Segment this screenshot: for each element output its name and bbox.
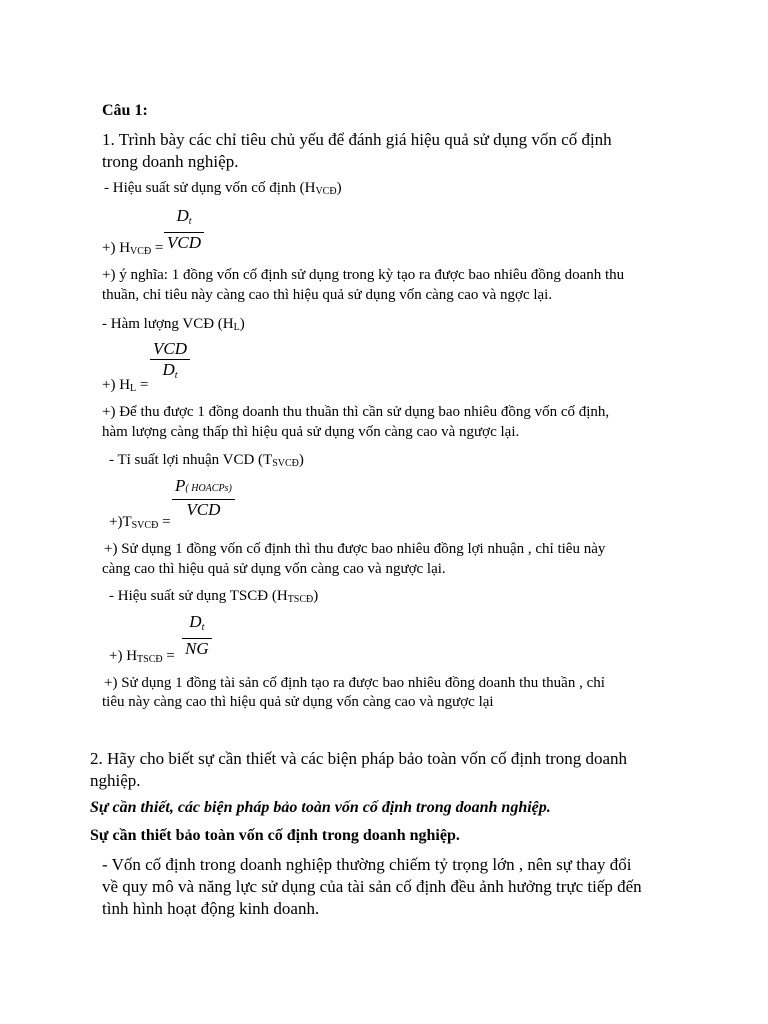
s1-fraction-numerator: Dt xyxy=(176,206,192,227)
q2-title-line-2: nghiệp. xyxy=(90,771,141,790)
q1-title-line-2: trong doanh nghiệp. xyxy=(102,152,239,171)
s3-fraction xyxy=(172,476,235,520)
s2-meaning-line-2: hàm lượng càng thấp thì hiệu quả sử dụng vốn càng cao và ngược lại. xyxy=(102,424,520,440)
s1-fraction-denominator: VCD xyxy=(167,233,201,252)
s4-fraction-numerator: Dt xyxy=(189,612,205,633)
s1-formula-label: +) $H_{VCĐ}$ = xyxy=(102,240,164,257)
s2-fraction-numerator: VCD xyxy=(153,339,187,358)
s3-fraction-numerator: P( HOACPs) xyxy=(175,476,232,495)
s4-meaning-line-1: +) Sử dụng 1 đồng tài sản cố định tạo ra được bao nhiêu đồng doanh thu thuần , chỉ xyxy=(104,675,605,691)
q2-paragraph-line-1: - Vốn cố định trong doanh nghiệp thường chiếm tỷ trọng lớn , nên sự thay đổi xyxy=(102,855,632,874)
s2-heading: - Hàm lượng VCĐ $(H_L)$ xyxy=(102,316,245,333)
s2-meaning-line-1: +) Để thu được 1 đồng doanh thu thuần thì cần sử dụng bao nhiêu đồng vốn cố định, xyxy=(102,404,610,420)
q2-subheading-bold: Sự cần thiết bảo toàn vốn cố định trong doanh nghiệp. xyxy=(90,827,460,844)
s3-meaning-line-2: càng cao thì hiệu quả sử dụng vốn càng cao và ngược lại. xyxy=(102,561,446,577)
q2-subheading-italic: Sự cần thiết, các biện pháp bảo toàn vốn cố định trong doanh nghiệp. xyxy=(90,799,551,816)
s3-fraction-denominator: VCD xyxy=(186,500,221,519)
s4-formula-label: +) $H_{TSCĐ}$ = xyxy=(109,648,175,665)
s1-fraction xyxy=(164,206,204,253)
s2-fraction xyxy=(150,339,190,386)
s4-fraction-denominator: NG xyxy=(185,639,209,658)
s2-fraction-denominator: Dt xyxy=(162,360,178,381)
s4-fraction xyxy=(182,612,212,659)
q2-paragraph-line-2: về quy mô và năng lực sử dụng của tài sản cố định đều ảnh hưởng trực tiếp đến xyxy=(102,877,642,896)
q2-title-line-1: 2. Hãy cho biết sự cần thiết và các biện pháp bảo toàn vốn cố định trong doanh xyxy=(90,749,628,768)
question-heading: Câu 1: xyxy=(102,102,148,119)
s2-formula-label: +) $H_L$ = xyxy=(102,377,149,394)
s4-heading: - Hiệu suất sử dụng TSCĐ $(H_{TSCĐ})$ xyxy=(109,588,319,605)
s3-formula-label: $+)T_{SVCĐ}$ = xyxy=(109,514,171,531)
s1-meaning-line-1: +) ý nghĩa: 1 đồng vốn cố định sử dụng trong kỳ tạo ra được bao nhiêu đồng doanh thu xyxy=(102,267,625,283)
s4-meaning-line-2: tiêu này càng cao thì hiệu quả sử dụng vốn càng cao và ngược lại xyxy=(102,694,494,710)
s3-meaning-line-1: +) Sử dụng 1 đồng vốn cố định thì thu được bao nhiêu đồng lợi nhuận , chỉ tiêu này xyxy=(104,541,606,557)
s1-heading: - Hiệu suất sử dụng vốn cố định $(H_{VCĐ})$ xyxy=(104,180,342,197)
s3-heading: - Tỉ suất lợi nhuận VCD $(T_{SVCĐ})$ xyxy=(109,452,304,469)
q1-title-line-1: 1. Trình bày các chỉ tiêu chủ yếu để đánh giá hiệu quả sử dụng vốn cố định xyxy=(102,130,612,149)
q2-paragraph-line-3: tình hình hoạt động kinh doanh. xyxy=(102,899,320,918)
s1-meaning-line-2: thuần, chỉ tiêu này càng cao thì hiệu quả sử dụng vốn càng cao và ngợc lại. xyxy=(102,287,553,303)
